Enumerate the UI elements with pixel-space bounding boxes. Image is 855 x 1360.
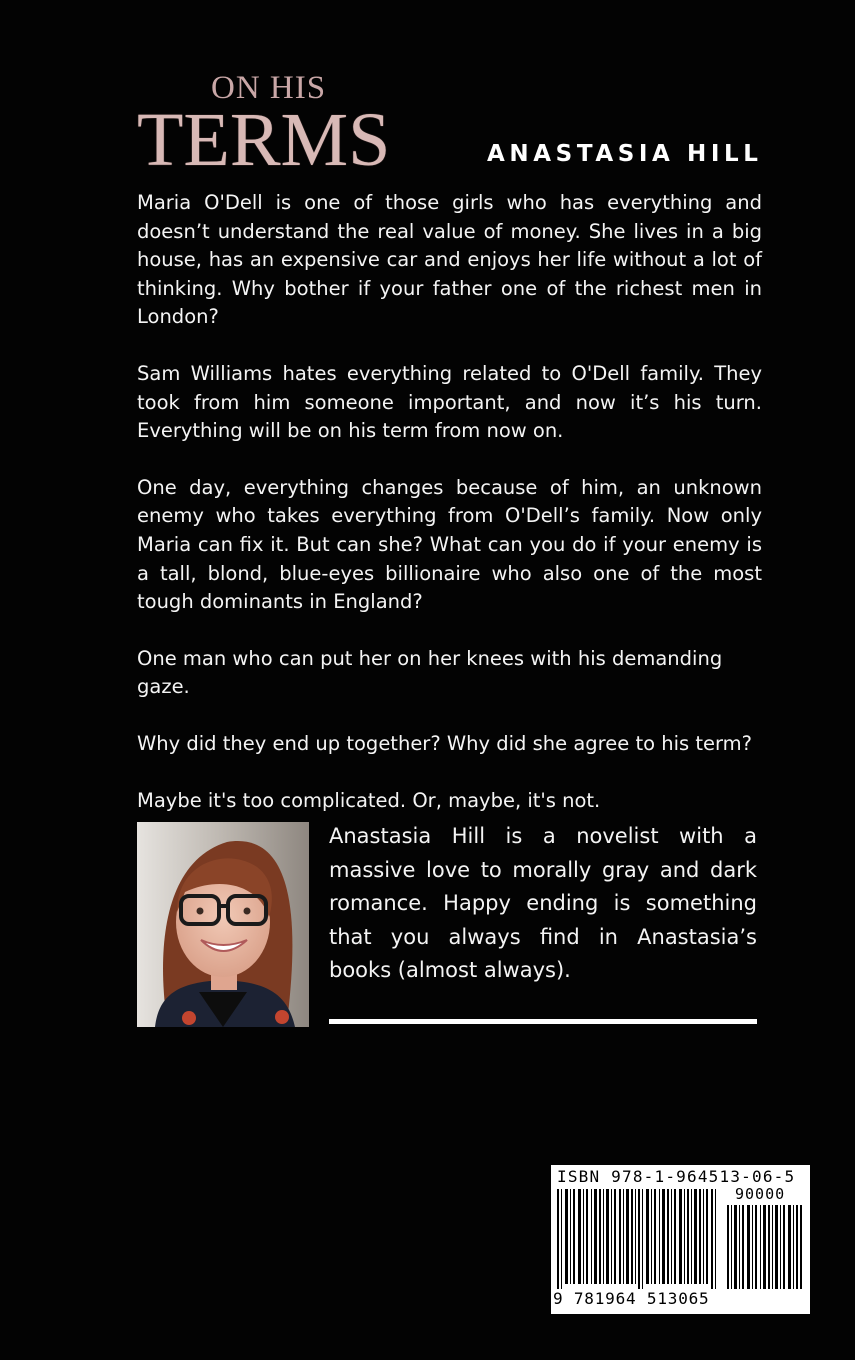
blurb-paragraph: Why did they end up together? Why did she agree to his term? xyxy=(137,731,753,755)
price-code: 90000 xyxy=(735,1185,786,1203)
isbn-number: ISBN 978-1-964513-06-5 xyxy=(557,1167,796,1186)
blurb-paragraph: Maria O'Dell is one of those girls who has everything and doesn’t understand the real value of money. She lives in a big house, has an expensive car and enjoys her life without a lot of thinking. Why bother if your father one of the richest men in London? xyxy=(137,191,762,329)
title-line-2: TERMS xyxy=(137,98,391,182)
blurb xyxy=(137,189,762,843)
title-line-1: ON HIS xyxy=(211,70,327,106)
author-photo xyxy=(137,822,309,1027)
divider-line xyxy=(329,1019,757,1024)
isbn-barcode xyxy=(551,1165,810,1314)
author-bio: Anastasia Hill is a novelist with a massive love to morally gray and dark romance. Happy ending is something that you always find in Anastasia’s books (almost always). xyxy=(329,824,757,982)
author-portrait-image xyxy=(137,822,309,1027)
author-name: ANASTASIA HILL xyxy=(487,141,763,167)
blurb-paragraph: One man who can put her on her knees with his demanding gaze. xyxy=(137,646,723,699)
barcode-digits: 9 781964 513065 xyxy=(553,1289,710,1308)
blurb-paragraph: Sam Williams hates everything related to O'Dell family. They took from him someone important, and now it’s his turn. Everything will be on his term from now on. xyxy=(137,361,762,443)
blurb-paragraph: Maybe it's too complicated. Or, maybe, it's not. xyxy=(137,788,601,812)
blurb-paragraph: One day, everything changes because of him, an unknown enemy who takes everything from O'Dell’s family. Now only Maria can fix it. But can she? What can you do if your enemy is a tall, blond, blue-eyes billionaire who also one of the most tough dominants in England? xyxy=(137,475,762,614)
